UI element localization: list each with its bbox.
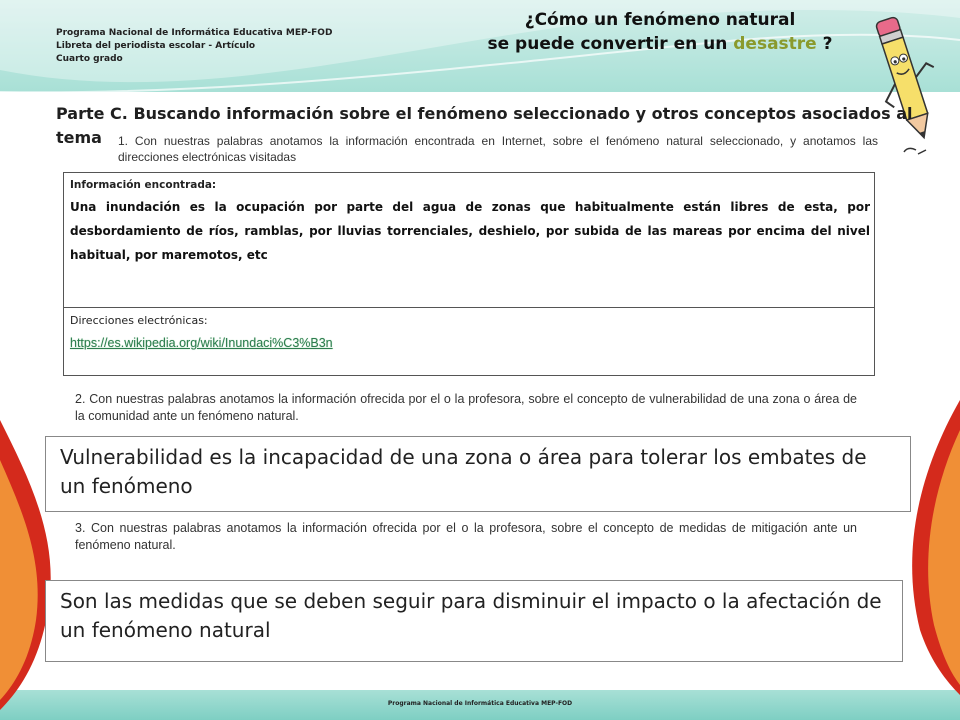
instruction-1: 1. Con nuestras palabras anotamos la información encontrada en Internet, sobre el fenómeno natural seleccionado, y anotamos las direcciones electrónicas visitadas <box>118 134 878 164</box>
title-line-2-text: se puede convertir en un <box>487 34 734 54</box>
program-info <box>56 27 332 66</box>
info-cell <box>64 173 874 308</box>
footer-text: Programa Nacional de Informática Educativa MEP-FOD <box>387 700 573 707</box>
info-table <box>63 172 875 376</box>
program-line: Programa Nacional de Informática Educativa MEP-FOD <box>56 28 333 38</box>
instruction-2: 2. Con nuestras palabras anotamos la información ofrecida por el o la profesora, sobre el concepto de vulnerabilidad de una zona o área de la comunidad ante un fenómeno natural. <box>75 392 857 423</box>
directions-cell <box>64 308 874 375</box>
title-line-2-end: ? <box>816 34 833 54</box>
directions-label: Direcciones electrónicas: <box>70 314 208 327</box>
answer-box-mitigacion[interactable]: Son las medidas que se deben seguir para disminuir el impacto o la afectación de un fenómeno natural <box>45 580 903 662</box>
program-line: Cuarto grado <box>56 54 123 64</box>
instruction-3: 3. Con nuestras palabras anotamos la información ofrecida por el o la profesora, sobre el concepto de medidas de mitigación ante un fenómeno natural. <box>75 521 857 552</box>
page-title <box>400 8 920 56</box>
answer-box-vulnerabilidad[interactable]: Vulnerabilidad es la incapacidad de una zona o área para tolerar los embates de un fenómeno <box>45 436 911 512</box>
title-line-2 <box>400 32 920 56</box>
directions-link[interactable]: https://es.wikipedia.org/wiki/Inundaci%C3%B3n <box>70 336 333 350</box>
info-label: Información encontrada: <box>70 179 217 191</box>
program-line: Libreta del periodista escolar - Artículo <box>56 41 256 51</box>
title-line-1: ¿Cómo un fenómeno natural <box>524 10 796 30</box>
title-accent-word: desastre <box>733 34 817 54</box>
part-heading: Parte C. Buscando información sobre el fenómeno seleccionado y otros conceptos asociados al tema <box>56 104 913 147</box>
info-text: Una inundación es la ocupación por parte del agua de zonas que habitualmente están libres de esta, por desbordamiento de ríos, ramblas, por lluvias torrenciales, deshielo, por subida de las mareas por encima del nivel habitual, por maremotos, etc <box>70 200 870 262</box>
